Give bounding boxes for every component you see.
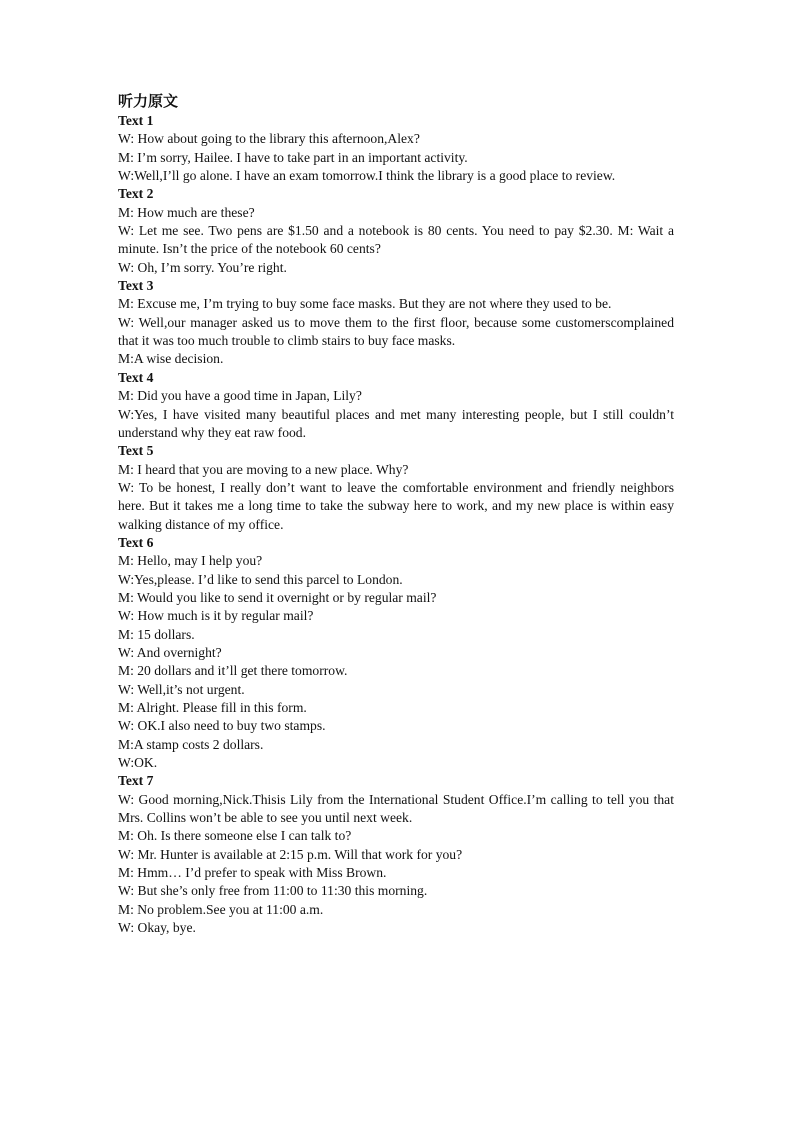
dialogue-line: W: Oh, I’m sorry. You’re right. [118,259,287,275]
dialogue-line: M: Would you like to send it overnight or by regular mail? [118,589,437,605]
transcript-section [118,442,674,534]
transcript-section [118,277,674,369]
dialogue-line: W: How much is it by regular mail? [118,608,314,624]
section-title: Text 2 [118,186,154,202]
dialogue-line: W:Yes,please. I’d like to send this parcel to London. [118,571,403,587]
section-title: Text 4 [118,369,154,385]
dialogue-line: M: Oh. Is there someone else I can talk to? [118,828,352,844]
dialogue-line: M: Hmm… I’d prefer to speak with Miss Brown. [118,865,387,881]
dialogue-line: W: But she’s only free from 11:00 to 11:30 this morning. [118,883,428,899]
transcript-section [118,185,674,277]
dialogue-line: W: OK.I also need to buy two stamps. [118,718,326,734]
dialogue-line: W: Good morning,Nick.Thisis Lily from the International Student Office.I’m calling to tell you that Mrs. Collins won’t be able to see you until next week. [118,791,674,826]
dialogue-line: W: How about going to the library this afternoon,Alex? [118,131,420,147]
dialogue-line: W: Mr. Hunter is available at 2:15 p.m. Will that work for you? [118,846,463,862]
dialogue-line: W:Well,I’ll go alone. I have an exam tomorrow.I think the library is a good place to review. [118,168,616,184]
section-title: Text 7 [118,773,154,789]
dialogue-line: M: Did you have a good time in Japan, Lily? [118,388,362,404]
transcript-body [118,92,674,937]
section-title: Text 3 [118,278,154,294]
dialogue-line: W: Well,our manager asked us to move them to the first floor, because some customerscomplained that it was too much trouble to climb stairs to buy face masks. [118,314,674,349]
dialogue-line: M: 15 dollars. [118,626,195,642]
transcript-section [118,369,674,442]
dialogue-line: M: How much are these? [118,204,255,220]
dialogue-line: M: Hello, may I help you? [118,553,263,569]
dialogue-line: M: Alright. Please fill in this form. [118,700,307,715]
dialogue-line: W: And overnight? [118,644,222,660]
dialogue-line: M:A wise decision. [118,351,224,367]
dialogue-line: M: Excuse me, I’m trying to buy some face masks. But they are not where they used to be. [118,296,612,312]
section-title: Text 5 [118,443,154,459]
dialogue-line: M:A stamp costs 2 dollars. [118,736,264,752]
dialogue-line: M: I’m sorry, Hailee. I have to take part in an important activity. [118,149,468,165]
dialogue-line: W: Let me see. Two pens are $1.50 and a notebook is 80 cents. You need to pay $2.30. M: Wait a minute. Isn’t the price of the notebook 60 cents? [118,223,674,257]
section-title: Text 6 [118,534,154,550]
section-title: Text 1 [118,113,154,128]
transcript-section [118,772,674,937]
dialogue-line: W: Well,it’s not urgent. [118,681,245,697]
dialogue-line: W:Yes, I have visited many beautiful places and met many interesting people, but I still couldn’t understand why they eat raw food. [118,406,674,440]
dialogue-line: M: No problem.See you at 11:00 a.m. [118,901,324,917]
transcript-sections [118,112,674,937]
dialogue-line: W: Okay, bye. [118,920,196,936]
dialogue-line: M: I heard that you are moving to a new place. Why? [118,461,409,477]
transcript-section [118,112,674,185]
dialogue-line: W: To be honest, I really don’t want to leave the comfortable environment and friendly neighbors here. But it takes me a long time to take the subway here to work, and my new place is within easy walking distance of my office. [118,479,674,532]
transcript-section [118,534,674,772]
dialogue-line: M: 20 dollars and it’ll get there tomorrow. [118,663,348,679]
dialogue-line: W:OK. [118,755,158,771]
page-heading: 听力原文 [118,94,179,110]
